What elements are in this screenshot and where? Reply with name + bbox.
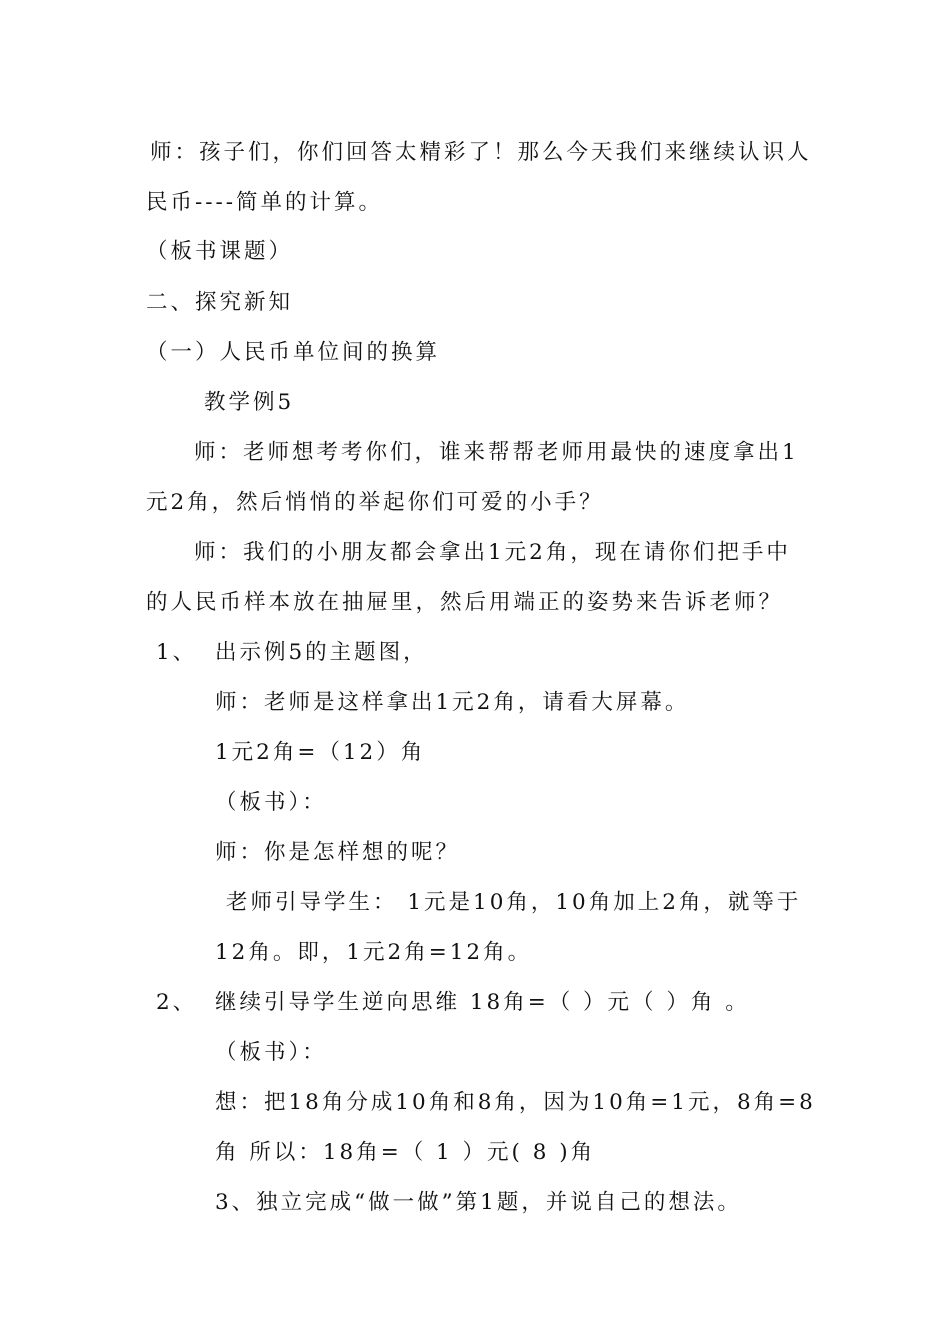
paragraph-teacher-instruction-cont: 的人民币样本放在抽屉里，然后用端正的姿势来告诉老师？ <box>146 590 784 615</box>
subsection-heading-conversion: （一）人民币单位间的换算 <box>146 340 441 365</box>
paragraph-guidance-cont: 12角。即，1元2角=12角。 <box>215 940 533 965</box>
section-heading-explore: 二、探究新知 <box>146 290 294 315</box>
paragraph-think-cont: 角 所以：18角=（ 1 ）元( 8 )角 <box>215 1140 596 1165</box>
paragraph-think: 想：把18角分成10角和8角，因为10角=1元，8角=8 <box>215 1090 816 1115</box>
paragraph-teacher-instruction: 师：我们的小朋友都会拿出1元2角，现在请你们把手中 <box>194 540 791 565</box>
list-item-2-text: 继续引导学生逆向思维 18角=（ ）元（ ）角 。 <box>215 990 750 1015</box>
paragraph-guidance: 老师引导学生： 1元是10角，10角加上2角，就等于 <box>226 890 802 915</box>
paragraph-teacher-ask: 师：你是怎样想的呢？ <box>215 840 461 865</box>
list-number-2: 2、 <box>156 990 198 1015</box>
example-heading: 教学例5 <box>204 390 295 415</box>
paragraph-teacher-show: 师：老师是这样拿出1元2角，请看大屏幕。 <box>215 690 690 715</box>
equation-1: 1元2角=（12）角 <box>215 740 426 765</box>
board-note-2: （板书）： <box>215 1040 327 1065</box>
list-item-1-text: 出示例5的主题图， <box>215 640 428 665</box>
paragraph-teacher-question: 师：老师想考考你们，谁来帮帮老师用最快的速度拿出1 <box>194 440 799 465</box>
paragraph-teacher-question-cont: 元2角，然后悄悄的举起你们可爱的小手？ <box>146 490 604 515</box>
list-item-3-text: 3、独立完成“做一做”第1题，并说自己的想法。 <box>215 1190 742 1215</box>
list-number-1: 1、 <box>156 640 198 665</box>
board-note-1: （板书）： <box>215 790 327 815</box>
board-note-topic: （板书课题） <box>146 239 294 264</box>
paragraph-teacher-intro: 师：孩子们，你们回答太精彩了！那么今天我们来继续认识人 <box>150 140 812 165</box>
paragraph-teacher-intro-cont: 民币----简单的计算。 <box>146 190 384 215</box>
